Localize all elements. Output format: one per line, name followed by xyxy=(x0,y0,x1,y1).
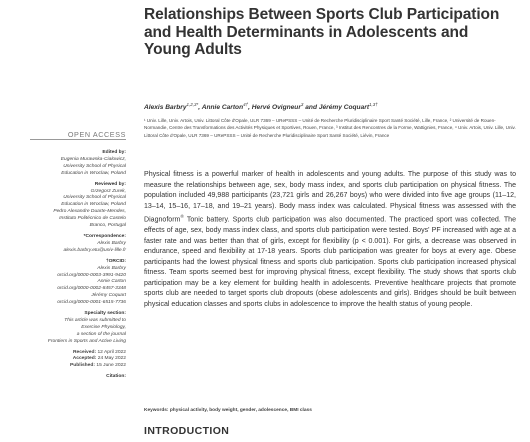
reviewer-affiliation: Instituto Politécnico de Castelo xyxy=(59,216,126,222)
specialty-text: Frontiers in Sports and Active Living xyxy=(47,338,126,344)
accepted-date: Accepted: 24 May 2022 xyxy=(72,356,126,362)
reviewer-name: Pedro Alexandre Duarte-Mendes, xyxy=(53,209,126,215)
reviewed-by-label: Reviewed by: xyxy=(94,181,126,187)
citation-label: Citation: xyxy=(106,374,126,380)
affiliations: ¹ Univ. Lille, Univ. Artois, Univ. Littoral Côte d'Opale, ULR 7369 – URePSSS – Unité de Recherche Pluridisciplinaire Sport Santé Société, Lille, France, ² Université de Rouen-Normandie, Centre des Transformations des Activités Physiques et Sportives, Rouen, France, ³ Institut des Rencontres de la Forme, Wattignies, France, ⁴ Univ. Artois, Univ. Lille, Univ. Littoral Côte d'Opale, ULR 7369 – URePSSS – Unité de Recherche Pluridisciplinaire Sport Santé Société, Liévin, France xyxy=(144,118,516,138)
published-date: Published: 15 June 2022 xyxy=(69,363,126,369)
reviewer-affiliation: Branco, Portugal xyxy=(89,223,126,229)
editor-name: Eugenia Murawska-Cialowicz, xyxy=(60,156,126,162)
edited-by-label: Edited by: xyxy=(102,150,126,155)
correspondence-name: Alexis Barbry xyxy=(97,240,126,246)
orcid-link[interactable]: orcid.org/0000-0001-6515-7736 xyxy=(57,300,126,306)
article-title: Relationships Between Sports Club Participation and Health Determinants in Adolescents and Young Adults xyxy=(144,6,500,59)
correspondence-email-link[interactable]: alexis.barbry.etu@univ-lille.fr xyxy=(63,247,126,253)
orcid-name: Jérémy Coquart xyxy=(91,293,126,299)
author-name[interactable]: Hervé Ovigneur xyxy=(251,104,301,112)
author-name[interactable]: Alexis Barbry xyxy=(144,104,187,112)
abstract xyxy=(144,170,516,310)
reviewer-affiliation: University School of Physical xyxy=(63,195,126,201)
orcid-link[interactable]: orcid.org/0000-0003-3991-9420 xyxy=(57,272,126,278)
specialty-section-label: Specialty section: xyxy=(84,311,126,317)
open-access-divider xyxy=(30,139,126,140)
specialty-text: Exercise Physiology, xyxy=(81,324,126,330)
reviewer-name: Grzegorz Zurek, xyxy=(90,188,126,194)
keywords: Keywords: physical activity, body weight, gender, adolescence, BMI class xyxy=(144,408,312,413)
author-name[interactable]: Annie Carton xyxy=(201,104,244,112)
abstract-text-part1: Physical fitness is a powerful marker of health in adolescents and young adults. The purpose of this study was to measure the relationships between age, sex, body mass index, and sports club participation on physical fitness. The population included 49,988 participants (23,721 girls and 26,267 boys) who were divided into five age groups (11–12, 13–14, 15–16, 17–18, and 19–21 years). Body mass index was calculated. Physical fitness was assessed with the Diagnoform xyxy=(144,171,516,224)
author-affiliation-marker: 1,2,3* xyxy=(186,102,199,107)
orcid-name: Alexis Barbry xyxy=(97,265,126,271)
orcid-link[interactable]: orcid.org/0000-0002-8457-3348 xyxy=(57,286,126,292)
orcid-name: Annie Carton xyxy=(97,279,126,285)
author-affiliation-marker: 3 xyxy=(300,102,304,107)
orcid-label: †ORCID: xyxy=(105,258,126,264)
open-access-label: OPEN ACCESS xyxy=(67,130,126,139)
author-name[interactable]: Jérémy Coquart xyxy=(318,104,370,112)
editor-affiliation: University School of Physical xyxy=(63,163,126,169)
specialty-text: This article was submitted to xyxy=(64,317,126,323)
editor-affiliation: Education in Wroclaw, Poland xyxy=(61,170,126,176)
author-affiliation-marker: 1,3† xyxy=(369,102,378,107)
registered-mark: ® xyxy=(180,214,184,220)
correspondence-label: *Correspondence: xyxy=(83,233,126,239)
specialty-text: a section of the journal xyxy=(76,331,126,337)
article-info-sidebar xyxy=(0,150,126,381)
section-heading-introduction: INTRODUCTION xyxy=(144,425,230,437)
author-affiliation-marker: 4† xyxy=(243,102,249,107)
received-date: Received: 12 April 2022 xyxy=(72,349,126,355)
author-list: Alexis Barbry$^{1,2,3*}$, Annie Carton$^{4\dagger}$, Hervé Ovigneur$^3$ and Jérémy Coquart$^{1,3\dagger}$ xyxy=(144,102,378,112)
abstract-text-part2: Tonic battery. Sports club participation was also documented. The practiced sport was collected. The effects of age, sex, body mass index class, and sports club participation were tested. Boys' PF increased with age at a faster rate and was better than that of girls, except for flexibility (p < 0.001). For girls, a decrease was observed in endurance, speed and flexibility at 17-18 years. Sports club participation was greater for boys at every age. Obese participants had the lowest physical fitness and sports club participation. Sports club participation increased physical fitness. Team sports seemed best for improving physical fitness, except flexibility. The study shows that sports club participation may be a key element for building health in adolescents. Preventive healthcare projects that promote sports club are needed to target sports club dropouts (obese adolescents and girls). Bridges should be built between physical education classes and sports clubs in adolescence to improve the health status of young people. xyxy=(144,216,516,308)
reviewer-affiliation: Education in Wroclaw, Poland xyxy=(61,202,126,208)
